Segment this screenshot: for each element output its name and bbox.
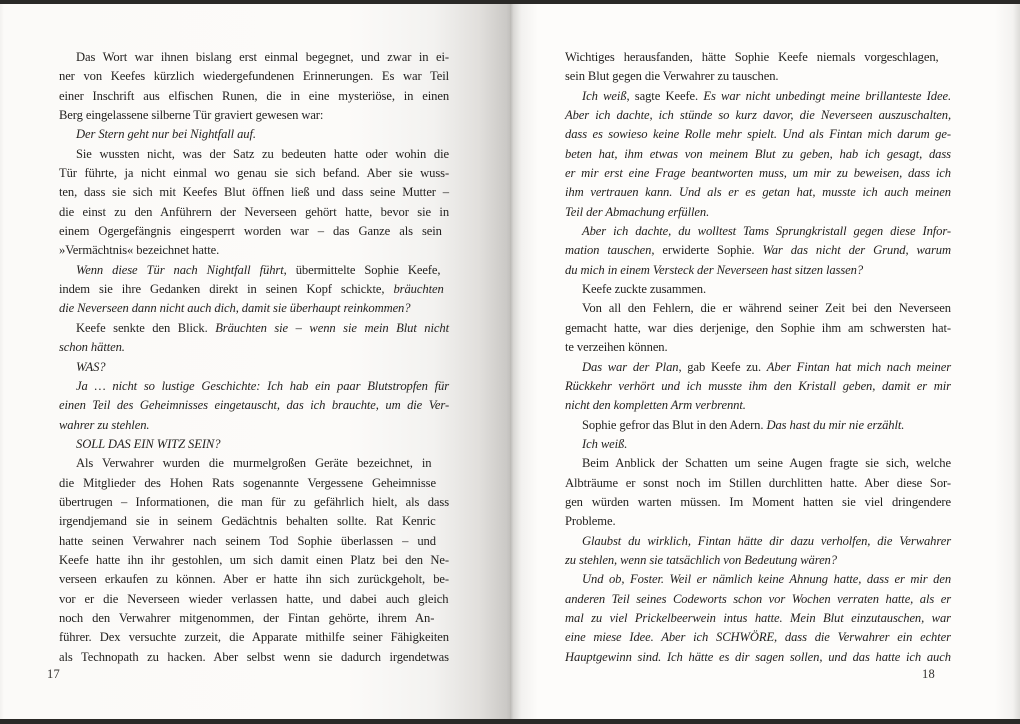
text-segment: vor er die Neverseen wieder verlassen hatte, und dabei auch gleich <box>59 591 449 606</box>
text-line <box>565 377 951 396</box>
text-segment: ten, dass sie sich mit Keefes Blut öffnen ließ und dass seine Mutter – <box>59 185 449 200</box>
text-segment-italic: beten hat, ihm etwas von meinem Blut zu geben, hab ich gesagt, dass <box>565 146 951 161</box>
text-segment: gemacht hatte, war dies derjenige, den Sophie ihm am schwersten hat- <box>565 320 952 335</box>
text-line <box>565 125 951 144</box>
text-segment: hatte seinen Verwahrer nach seinem Tod Sophie überlassen – und <box>59 533 436 548</box>
text-segment-italic: Bräuchten sie – wenn sie mein Blut nicht <box>215 320 449 335</box>
text-line <box>565 648 951 667</box>
text-line <box>59 493 449 512</box>
text-line <box>59 532 449 551</box>
text-line <box>59 241 449 260</box>
text-segment: »Vermächtnis« bezeichnet hatte. <box>59 243 220 258</box>
text-segment: die einst zu den Anführern der Neverseen gehört hatte, bevor sie in <box>59 204 450 219</box>
text-line <box>59 145 449 164</box>
text-segment-italic: War das nicht der Grund, warum <box>762 243 951 258</box>
text-segment-italic: anderen Teil seines Codeworts schon vor Wochen verraten hatte, als er <box>565 591 952 606</box>
text-segment-italic: nicht den kompletten Arm verbrennt. <box>565 398 746 413</box>
text-segment: Tür führte, ja nicht einmal wo genau sie sich befand. Aber sie wuss- <box>59 166 450 181</box>
text-line <box>59 609 449 628</box>
text-segment-italic: er mir erst eine Frage beantworten muss, um mir zu beweisen, dass ich <box>565 166 951 181</box>
text-line <box>59 358 449 377</box>
text-line <box>565 609 951 628</box>
text-line <box>59 106 449 125</box>
text-line <box>59 590 449 609</box>
text-line <box>59 551 449 570</box>
text-line <box>565 106 951 125</box>
text-segment-italic: mal zu viel Prickelbeerwein intus hatte. Mein Blut einzutauschen, war <box>565 610 951 625</box>
text-segment-italic: einen Teil des Geheimnisses eingetauscht, das ich brauchte, um die Ver- <box>59 398 450 413</box>
text-line <box>565 67 951 86</box>
page-text-left <box>59 48 449 667</box>
text-line <box>59 203 449 222</box>
text-segment-italic: du mich in einem Versteck der Neverseen hast sitzen lassen? <box>565 262 864 277</box>
text-segment: die Mitglieder des Hohen Rats sogenannte Vergessene Geheimnisse <box>59 475 436 490</box>
text-segment-italic: Das hast du mir nie erzählt. <box>766 417 905 432</box>
text-line <box>59 570 449 589</box>
text-segment-italic: Und ob, Foster. Weil er nämlich keine Ahnung hatte, dass er mir den <box>582 572 952 587</box>
text-line <box>565 164 951 183</box>
text-line <box>565 454 951 473</box>
text-line <box>59 67 449 86</box>
text-segment-italic: Es war nicht unbedingt meine brillanteste Idee. <box>703 88 952 103</box>
text-segment: verseen erkaufen zu können. Aber er hatte ihn sich zurückgeholt, be- <box>59 572 449 587</box>
text-segment: führer. Dex versuchte zurzeit, die Apparate mithilfe seiner Fähigkeiten <box>59 630 449 645</box>
text-segment-italic: Glaubst du wirklich, Fintan hätte dir dazu verholfen, die Verwahrer <box>582 533 952 548</box>
text-segment: Das Wort war ihnen bislang erst einmal begegnet, und zwar in ei- <box>76 50 450 64</box>
text-segment: , sagte Keefe. <box>626 88 704 103</box>
text-segment: Keefe senkte den Blick. <box>76 320 216 335</box>
text-segment: einem Ogergefängnis eingesperrt worden war – das Ganze als sein <box>59 224 442 239</box>
text-segment-italic: dass es sowieso keine Rolle mehr spielt. Und als Fintan mich darum ge- <box>565 127 951 142</box>
text-line <box>565 280 951 299</box>
page-left <box>0 4 510 719</box>
text-line <box>565 493 951 512</box>
text-line <box>565 183 951 202</box>
text-line <box>59 261 449 280</box>
text-line <box>565 570 951 589</box>
text-segment-italic: Aber ich dachte, du wolltest Tams Sprungkristall gegen diese Infor- <box>582 224 952 239</box>
text-line <box>565 474 951 493</box>
text-segment: gen würden warten müssen. Im Moment hatten sie viel dringendere <box>565 494 952 509</box>
text-segment-italic: Ja … nicht so lustige Geschichte: Ich hab ein paar Blutstropfen für <box>76 378 450 393</box>
text-segment: Sophie gefror das Blut in den Adern. <box>582 417 767 432</box>
text-line <box>59 164 449 183</box>
text-line <box>59 628 449 647</box>
text-segment-italic: mation tauschen <box>565 243 652 258</box>
text-segment-italic: Hauptgewinn sind. Ich hätte es dir sagen sollen, und das hatte ich auch <box>565 649 951 664</box>
text-segment: Wichtiges herausfanden, hätte Sophie Keefe niemals vorgeschlagen, <box>565 50 939 64</box>
page-spread <box>0 4 1020 719</box>
text-line <box>59 222 449 241</box>
text-line <box>565 551 951 570</box>
page-text-right <box>565 48 951 667</box>
text-line <box>565 145 951 164</box>
text-line <box>565 261 951 280</box>
text-segment: ner von Keefes kürzlich wiedergefundenen Erinnerungen. Es war Teil <box>59 69 450 84</box>
text-line <box>59 280 449 299</box>
text-line <box>59 474 449 493</box>
text-segment-italic: wahrer zu stehlen. <box>59 417 150 432</box>
text-segment: noch den Verwahrer mitgenommen, der Fintan gehörte, ihrem An- <box>59 610 435 625</box>
page-number-right: 18 <box>922 667 936 681</box>
text-segment: , übermittelte Sophie Keefe, <box>283 262 441 277</box>
text-line <box>565 87 951 106</box>
text-segment: übertrugen – Informationen, die man für zu gefährlich hielt, als dass <box>59 494 450 509</box>
page-right <box>510 4 1020 719</box>
text-line <box>565 358 951 377</box>
text-line <box>59 48 449 67</box>
text-segment-italic: ihm vertrauen kann. Und als er es getan hat, musste ich auch meinen <box>565 185 951 200</box>
text-segment-italic: Ich weiß. <box>582 436 628 451</box>
text-segment: als Technopath zu hacken. Aber selbst wenn sie dadurch irgendetwas <box>59 649 449 664</box>
text-segment-italic: zu stehlen, wenn sie tatsächlich von Bedeutung wären? <box>565 552 837 567</box>
text-line <box>565 396 951 415</box>
text-line <box>59 512 449 531</box>
text-line <box>565 590 951 609</box>
page-number-left: 17 <box>47 667 61 681</box>
text-line <box>59 299 449 318</box>
text-line <box>565 338 951 357</box>
text-segment: irgendjemand sie in seinem Gedächtnis behalten sollte. Rat Kenric <box>59 514 436 529</box>
text-segment: Sie wussten nicht, was der Satz zu bedeuten hatte oder wohin die <box>76 146 450 161</box>
text-segment: , gab Keefe zu. <box>678 359 767 374</box>
text-line <box>59 416 449 435</box>
text-segment: te verzeihen können. <box>565 340 668 355</box>
text-line <box>565 435 951 454</box>
text-line <box>59 183 449 202</box>
text-segment-italic: SOLL DAS EIN WITZ SEIN? <box>76 436 221 451</box>
text-segment-italic: WAS? <box>76 359 106 374</box>
text-line <box>59 87 449 106</box>
text-line <box>565 203 951 222</box>
text-line <box>59 377 449 396</box>
text-segment-italic: schon hätten. <box>59 340 125 355</box>
text-line <box>59 648 449 667</box>
text-line <box>565 319 951 338</box>
text-line <box>565 416 951 435</box>
text-segment-italic: Der Stern geht nur bei Nightfall auf. <box>76 127 256 142</box>
text-segment-italic: Das war der Plan <box>582 359 679 374</box>
text-segment-italic: Teil der Abmachung erfüllen. <box>565 204 710 219</box>
text-segment: Von all den Fehlern, die er während seiner Zeit bei den Neverseen <box>582 301 951 316</box>
text-segment: Albträume er sonst noch im Stillen durchlitten hatte. Aber diese Sor- <box>565 475 951 490</box>
text-segment-italic: Ich weiß <box>582 88 627 103</box>
text-line <box>59 435 449 454</box>
text-line <box>59 338 449 357</box>
text-segment-italic: bräuchten <box>393 282 444 297</box>
text-line <box>59 125 449 144</box>
text-segment: , erwiderte Sophie. <box>651 243 763 258</box>
text-segment: Probleme. <box>565 514 616 529</box>
text-segment: Berg eingelassene silberne Tür graviert gewesen war: <box>59 108 324 123</box>
text-segment-italic: Rückkehr verhört und ich musste ihm den Kristall geben, damit er mir <box>565 378 951 393</box>
text-line <box>565 299 951 318</box>
text-segment: Beim Anblick der Schatten um seine Augen fragte sie sich, welche <box>582 456 951 471</box>
text-line <box>59 396 449 415</box>
text-line <box>565 48 951 67</box>
text-line <box>59 454 449 473</box>
text-line <box>565 222 951 241</box>
text-line <box>565 241 951 260</box>
text-segment-italic: Aber ich dachte, ich stünde so kurz davor, die Neverseen auszuschalten, <box>565 108 951 123</box>
text-line <box>565 532 951 551</box>
text-segment: indem sie ihre Gedanken direkt in seinen Kopf schickte, <box>59 282 394 297</box>
text-segment-italic: die Neverseen dann nicht auch dich, damit sie überhaupt reinkommen? <box>59 301 411 316</box>
text-line <box>565 512 951 531</box>
text-segment: Als Verwahrer wurden die murmelgroßen Geräte bezeichnet, in <box>76 456 432 471</box>
text-line <box>565 628 951 647</box>
text-segment: Keefe zuckte zusammen. <box>582 282 707 297</box>
text-segment-italic: Aber Fintan hat mich nach meiner <box>766 359 952 374</box>
text-segment: Keefe hatte ihn ihr gestohlen, um sich damit einen Platz bei den Ne- <box>59 552 450 567</box>
text-segment: einer Inschrift aus elfischen Runen, die in eine mysteriöse, in einen <box>59 88 450 103</box>
text-segment-italic: eine miese Idee. Aber ich SCHWÖRE, dass die Verwahrer ein echter <box>565 630 951 645</box>
text-segment: sein Blut gegen die Verwahrer zu tauschen. <box>565 69 779 84</box>
text-line <box>59 319 449 338</box>
text-segment-italic: Wenn diese Tür nach Nightfall führt <box>76 262 284 277</box>
